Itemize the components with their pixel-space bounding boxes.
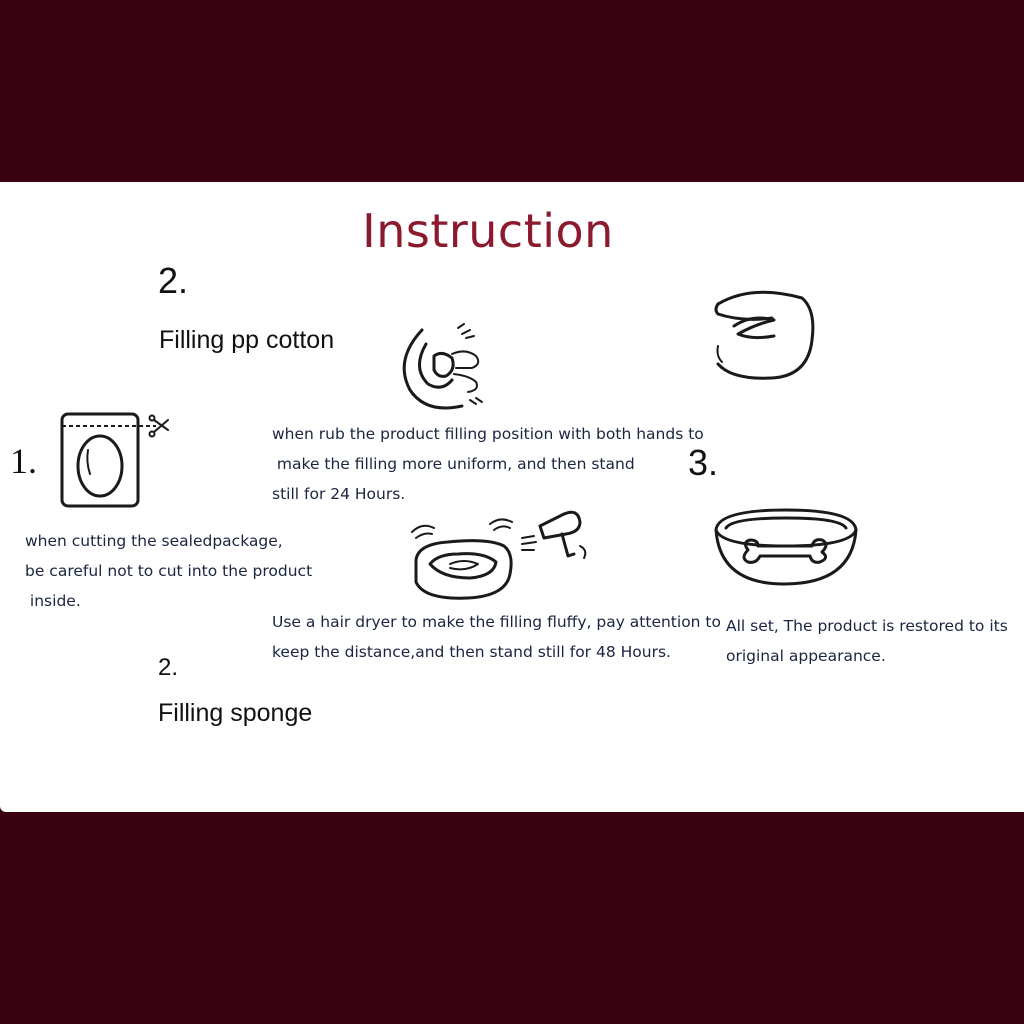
hands-rubbing-icon (392, 320, 492, 416)
step-2-cotton-number: 2. (158, 260, 189, 301)
step-1-text: when cutting the sealedpackage, be careful not to cut into the product inside. (25, 532, 313, 610)
sealed-package-scissors-icon (58, 410, 176, 508)
round-bed-icon (712, 290, 818, 382)
step-2-sponge-text: Use a hair dryer to make the filling fluffy, pay attention to keep the distance,and then stand still for 48 Hours. (272, 613, 721, 661)
step-1-number: 1. (10, 441, 37, 481)
page-title: Instruction (362, 204, 614, 258)
instruction-card (0, 182, 1024, 812)
restored-bed-icon (712, 506, 860, 588)
step-3-text: All set, The product is restored to its original appearance. (726, 617, 1008, 665)
step-2-cotton-text: when rub the product filling position with both hands to make the filling more uniform, and then stand still for 24 Hours. (272, 425, 704, 503)
step-2-sponge-number: 2. (158, 654, 179, 681)
step-3-number: 3. (688, 442, 719, 483)
step-2-sponge-heading: Filling sponge (158, 699, 313, 727)
hair-dryer-bed-icon (408, 504, 592, 604)
step-2-cotton-heading: Filling pp cotton (159, 326, 335, 354)
